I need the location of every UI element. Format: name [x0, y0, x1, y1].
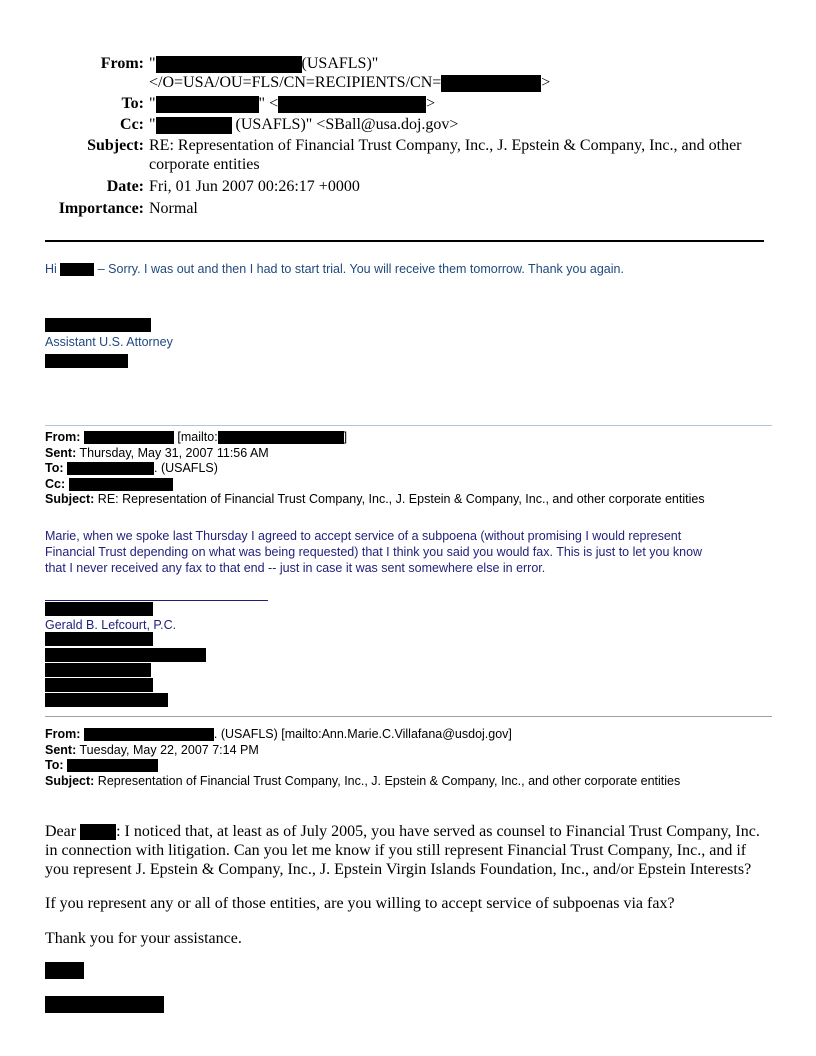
msg1-mailto-open: [mailto:	[173, 430, 218, 444]
header-divider	[45, 240, 764, 242]
redaction-box	[278, 96, 426, 113]
msg1-cc-row	[45, 477, 775, 493]
msg2-paragraph-1	[45, 822, 775, 879]
msg2-header	[45, 727, 775, 789]
msg1-from-label: From:	[45, 430, 81, 444]
msg1-body-line: Marie, when we spoke last Thursday I agreed to accept service of a subpoena (without promising I would represent	[45, 529, 682, 543]
redaction-box	[60, 263, 94, 276]
header-from-path: </O=USA/OU=FLS/CN=RECIPIENTS/CN=	[149, 74, 442, 91]
header-from-label: From:	[100, 55, 144, 72]
header-date-row	[0, 177, 816, 196]
msg1-subject-label: Subject:	[45, 492, 95, 506]
msg2-subject-row	[45, 774, 775, 790]
msg2-paragraph-3: Thank you for your assistance.	[45, 930, 242, 947]
header-to-label: To:	[121, 95, 144, 112]
redaction-box	[67, 759, 158, 772]
msg1-from-row	[45, 430, 775, 446]
email-header	[0, 54, 816, 218]
msg2-subject-label: Subject:	[45, 773, 95, 788]
msg1-firm: Gerald B. Lefcourt, P.C.	[45, 618, 177, 632]
header-subject-row	[0, 136, 816, 174]
signature-redaction	[45, 663, 151, 677]
msg2-from-label: From:	[45, 727, 81, 741]
msg2-p1-l1: : I noticed that, at least as of July 2005, you have served as counsel to Financial Trust Company, Inc.	[116, 823, 760, 840]
msg2-paragraph-2: If you represent any or all of those entities, are you willing to accept service of subpoenas via fax?	[45, 895, 675, 912]
header-date-label: Date:	[106, 178, 144, 195]
header-subject: RE: Representation of Financial Trust Company, Inc., J. Epstein & Company, Inc., and other corporate entities	[149, 137, 742, 173]
header-date: Fri, 01 Jun 2007 00:26:17 +0000	[149, 178, 360, 195]
redaction-box	[156, 96, 259, 113]
msg1-sent-row	[45, 446, 775, 462]
msg1-body-line: Financial Trust depending on what was being requested) that I think you said you would fax. This is just to let you know	[45, 545, 703, 559]
reply-text: – Sorry. I was out and then I had to start trial. You will receive them tomorrow. Thank you again.	[94, 262, 624, 276]
header-to-quote-close: " <	[258, 95, 279, 112]
header-from-row	[0, 54, 816, 92]
header-to-quote-open: "	[149, 95, 156, 112]
msg2-from-row	[45, 727, 775, 743]
msg2-to-label: To:	[45, 758, 64, 772]
msg2-sent-label: Sent:	[45, 742, 77, 757]
header-from-quote: "	[149, 55, 156, 72]
signature-separator	[45, 600, 268, 601]
redaction-box	[156, 117, 232, 134]
msg2-sent-row	[45, 743, 775, 759]
redaction-box	[441, 75, 541, 92]
msg2-p1-line: you represent J. Epstein & Company, Inc., J. Epstein Virgin Islands Foundation, Inc., and/or Epstein Interests?	[45, 861, 752, 878]
signature-redaction	[45, 602, 153, 616]
signature-redaction	[45, 693, 168, 707]
signature-redaction	[45, 354, 128, 368]
header-cc-rest: (USAFLS)" <SBall@usa.doj.gov>	[231, 116, 459, 133]
reply-hi: Hi	[45, 262, 61, 276]
msg1-sent-label: Sent:	[45, 445, 77, 460]
msg1-cc-label: Cc:	[45, 476, 66, 491]
msg1-body-line: that I never received any fax to that end -- just in case it was sent somewhere else in error.	[45, 561, 546, 575]
msg1-sent: Thursday, May 31, 2007 11:56 AM	[76, 445, 269, 460]
signature-redaction	[45, 962, 84, 979]
msg2-sent: Tuesday, May 22, 2007 7:14 PM	[76, 742, 259, 757]
redaction-box	[69, 478, 173, 491]
signature-redaction	[45, 678, 153, 692]
header-importance: Normal	[149, 200, 198, 217]
msg2-p1-line	[45, 822, 775, 841]
reply-body	[45, 262, 624, 277]
msg2-p1-line: in connection with litigation. Can you let me know if you still represent Financial Trust Company, Inc., and if	[45, 842, 747, 859]
header-cc-row	[0, 115, 816, 134]
redaction-box	[218, 431, 344, 444]
message-divider	[45, 425, 772, 426]
signature-redaction	[45, 996, 164, 1013]
header-from-path-suffix: >	[541, 74, 551, 91]
header-subject-label: Subject:	[87, 137, 144, 154]
header-importance-row	[0, 199, 816, 218]
signature-redaction	[45, 648, 206, 662]
signature-name-redaction	[45, 318, 151, 332]
header-to-row	[0, 94, 816, 113]
message-divider	[45, 716, 772, 717]
msg1-to-row	[45, 461, 775, 477]
signature-redaction	[45, 632, 153, 646]
redaction-box	[80, 824, 116, 840]
header-cc-label: Cc:	[120, 116, 144, 133]
msg1-mailto-close: ]	[343, 430, 348, 444]
msg2-subject: Representation of Financial Trust Company, Inc., J. Epstein & Company, Inc., and other corporate entities	[94, 773, 681, 788]
msg1-subject: RE: Representation of Financial Trust Company, Inc., J. Epstein & Company, Inc., and other corporate entities	[94, 492, 705, 506]
msg2-from-rest: . (USAFLS) [mailto:Ann.Marie.C.Villafana@usdoj.gov]	[213, 727, 512, 741]
msg1-subject-row	[45, 492, 775, 508]
msg1-header	[45, 430, 775, 508]
msg2-dear: Dear	[45, 823, 81, 840]
redaction-box	[84, 431, 174, 444]
signature-title: Assistant U.S. Attorney	[45, 335, 173, 349]
msg2-to-row	[45, 758, 775, 774]
msg1-body	[45, 528, 775, 576]
header-cc-quote: "	[149, 116, 156, 133]
redaction-box	[67, 462, 154, 475]
header-from-org: (USAFLS)"	[301, 55, 379, 72]
header-importance-label: Importance:	[58, 200, 144, 217]
msg1-to-label: To:	[45, 461, 64, 475]
redaction-box	[156, 56, 302, 73]
msg1-to-rest: . (USAFLS)	[154, 461, 218, 475]
header-to-suffix: >	[426, 95, 436, 112]
redaction-box	[84, 728, 214, 741]
